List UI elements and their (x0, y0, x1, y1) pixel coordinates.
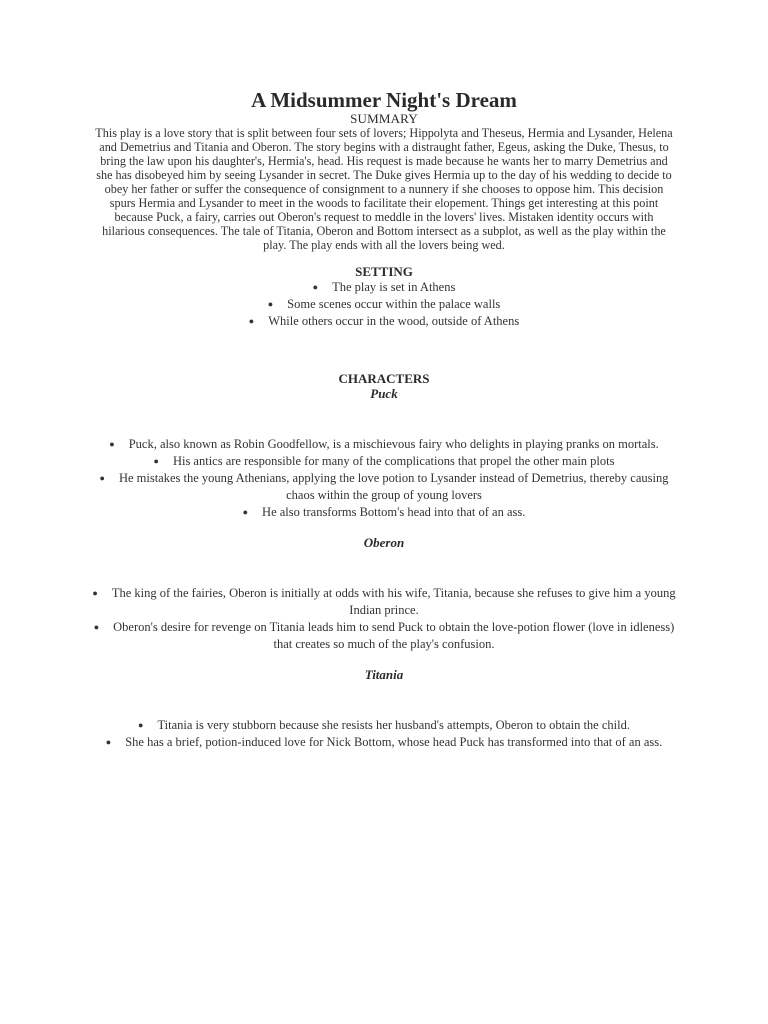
list-item: ● Puck, also known as Robin Goodfellow, is a mischievous fairy who delights in playing pranks on mortals. (109, 437, 659, 451)
bullet-icon: ● (153, 456, 159, 466)
character-name-oberon: Oberon (363, 535, 405, 550)
character-name-puck: Puck (370, 386, 398, 401)
list-item: ● Titania is very stubborn because she resists her husband's attempts, Oberon to obtain the child. (138, 718, 630, 732)
bullet-icon: ● (267, 299, 274, 309)
bullet-icon: ● (248, 316, 255, 326)
list-item: ● While others occur in the wood, outside of Athens (248, 314, 520, 328)
list-item: ● He also transforms Bottom's head into that of an ass. (242, 505, 526, 519)
characters-heading: CHARACTERS (338, 371, 430, 386)
character-name-titania: Titania (364, 667, 404, 682)
bullet-icon: ● (105, 737, 112, 747)
document-title: A Midsummer Night's Dream (251, 88, 517, 112)
bullet-icon: ● (312, 282, 319, 292)
list-item: ● He mistakes the young Athenians, applying the love potion to Lysander instead of Demetrius, thereby causing chaos within the group of young lovers (99, 471, 669, 502)
bullet-icon: ● (109, 439, 115, 449)
bullet-icon: ● (99, 473, 105, 483)
setting-heading: SETTING (355, 264, 413, 279)
list-item: ● Oberon's desire for revenge on Titania leads him to send Puck to obtain the love-potion flower (love in idleness) that creates so much of the play's confusion. (93, 620, 675, 651)
bullet-icon: ● (93, 622, 100, 632)
oberon-list (92, 585, 676, 653)
bullet-icon: ● (242, 507, 249, 517)
setting-list (92, 279, 676, 330)
list-item: ● His antics are responsible for many of the complications that propel the other main plots (153, 454, 615, 468)
bullet-icon: ● (92, 588, 98, 598)
list-item: ● The king of the fairies, Oberon is initially at odds with his wife, Titania, because she refuses to give him a young Indian prince. (92, 586, 676, 617)
bullet-icon: ● (138, 720, 144, 730)
document-page (92, 88, 676, 751)
list-item: ● She has a brief, potion-induced love for Nick Bottom, whose head Puck has transformed into that of an ass. (105, 735, 663, 749)
summary-paragraph: This play is a love story that is split between four sets of lovers; Hippolyta and Theseus, Hermia and Lysander, Helena and Demetrius and Titania and Oberon. The story begins with a distraught father, Egeus, asking the Duke, Thesus, to bring the law upon his daughter's, Hermia's, head. His request is made because he wants her to marry Demetrius and she has disobeyed him by seeing Lysander in secret. The Duke gives Hermia up to the day of his wedding to decide to obey her father or suffer the consequence of consignment to a nunnery if she chooses to oppose him. This decision spurs Hermia and Lysander to meet in the woods to facilitate their elopement. Things get interesting at this point because Puck, a fairy, carries out Oberon's request to meddle in the lovers' lives. Mistaken identity occurs with hilarious consequences. The tale of Titania, Oberon and Bottom intersect as a subplot, as well as the play within the play. The play ends with all the lovers being wed. (95, 126, 673, 252)
titania-list (92, 717, 676, 751)
list-item: ● Some scenes occur within the palace walls (267, 297, 501, 311)
summary-heading: SUMMARY (350, 111, 418, 126)
list-item: ● The play is set in Athens (312, 280, 456, 294)
puck-list (92, 436, 676, 521)
